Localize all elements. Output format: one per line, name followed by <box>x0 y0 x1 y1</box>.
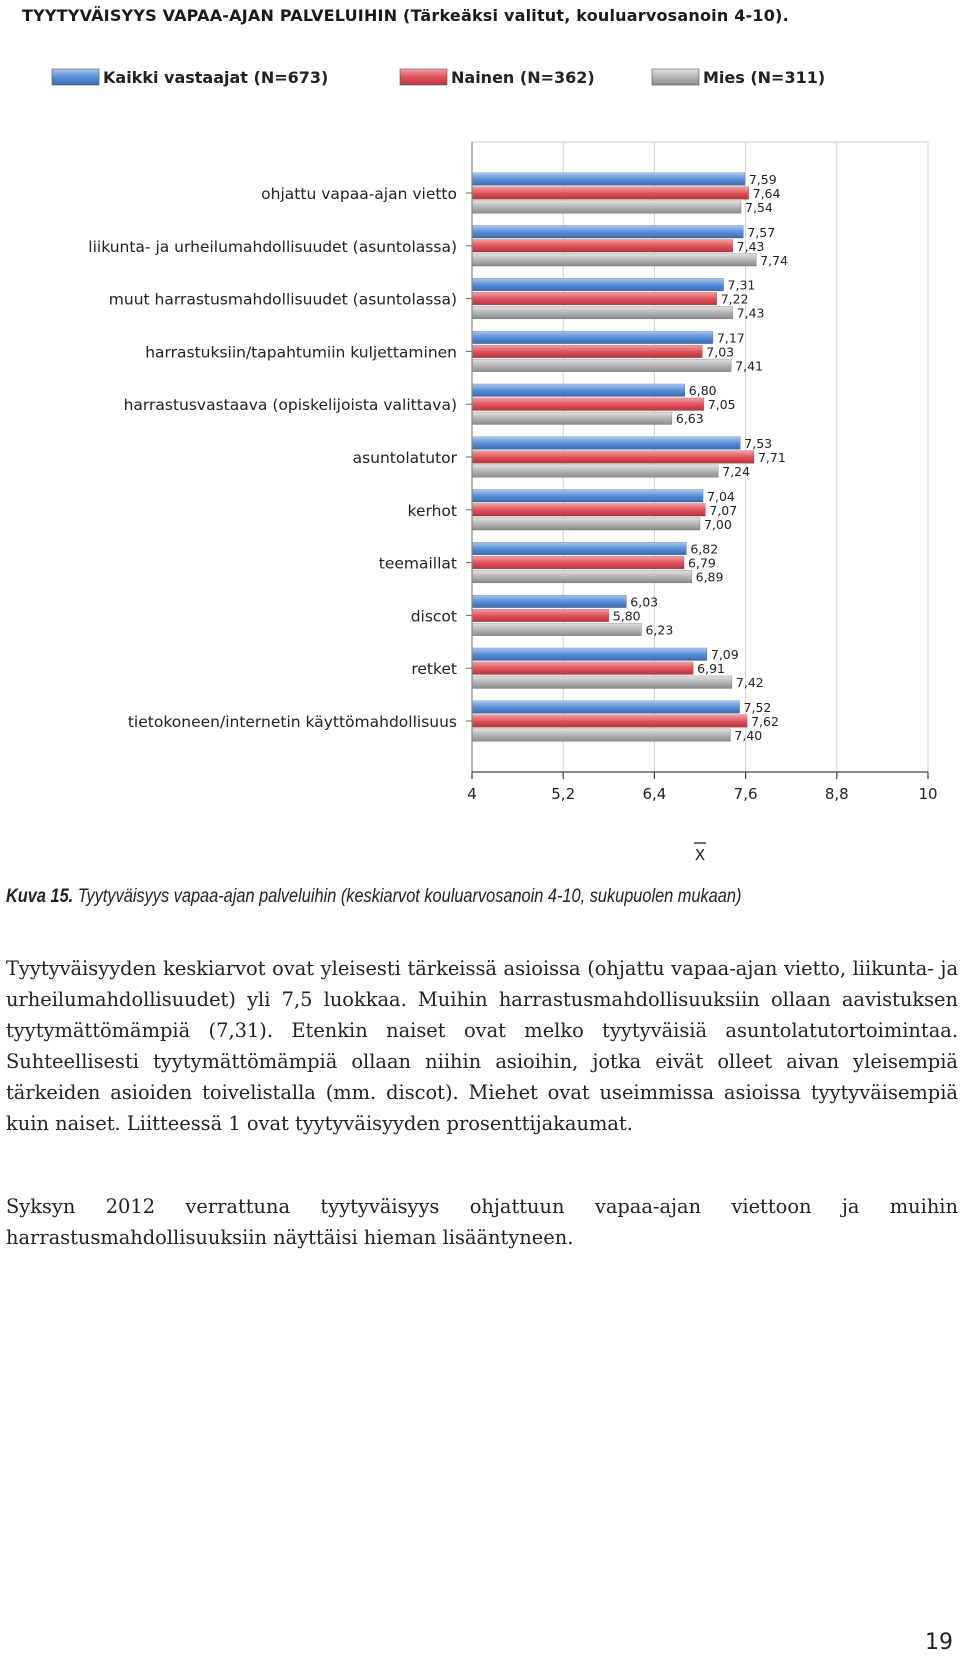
bar <box>472 173 745 186</box>
data-label: 7,62 <box>751 714 779 729</box>
data-label: 7,04 <box>707 488 735 504</box>
bar <box>472 292 717 305</box>
data-label: 7,07 <box>709 502 738 518</box>
bar <box>472 504 705 517</box>
bar <box>472 623 641 636</box>
bar <box>472 609 609 622</box>
x-tick-label: 7,6 <box>733 785 758 803</box>
legend-label: Nainen (N=362) <box>451 68 595 87</box>
x-axis-label: X <box>694 846 706 864</box>
data-label: 7,40 <box>734 728 763 743</box>
bar <box>472 570 692 583</box>
data-label: 6,89 <box>695 569 724 585</box>
data-label: 6,63 <box>675 411 704 427</box>
category-label: asuntolatutor <box>352 449 457 467</box>
bar <box>472 187 749 200</box>
data-label: 7,05 <box>707 397 736 413</box>
bar <box>472 542 686 555</box>
bar <box>472 359 731 372</box>
bar <box>472 518 700 531</box>
category-label: harrastusvastaava (opiskelijoista valittava) <box>123 396 457 415</box>
body-paragraph: Tyytyväisyyden keskiarvot ovat yleisesti tärkeissä asioissa (ohjattu vapaa-ajan vietto, liikunta- ja urheilumahdollisuudet) yli 7,5 luokkaa. Muihin harrastusmahdollisuuksiin ollaan aavistuksen tyytymättömämpiä (7,31). Etenkin naiset ovat melko tyytyväisiä asuntolatutortoimintaa. Suhteellisesti tyytymättömämpiä ollaan niihin asioihin, jotka eivät olleet aivan yleisempiä tärkeiden asioiden toivelistalla (mm. discot). Miehet ovat useimmissa asioissa tyytyväisempiä kuin naiset. Liitteessä 1 ovat tyytyväisyyden prosenttijakaumat. <box>6 957 958 1135</box>
bar <box>472 490 703 503</box>
bar <box>472 662 693 675</box>
data-label: 7,74 <box>760 252 789 268</box>
data-label: 7,09 <box>710 647 739 663</box>
category-label: ohjattu vapaa-ajan vietto <box>261 185 457 203</box>
data-label: 7,43 <box>736 238 765 254</box>
data-label: 7,31 <box>727 277 756 293</box>
bar <box>472 451 754 464</box>
data-label: 7,43 <box>736 305 765 321</box>
legend-label: Kaikki vastaajat (N=673) <box>103 68 329 87</box>
data-label: 7,24 <box>722 464 751 479</box>
data-label: 6,91 <box>697 661 726 677</box>
data-label: 7,57 <box>747 224 776 240</box>
caption-text: Tyytyväisyys vapaa-ajan palveluihin (keskiarvot kouluarvosanoin 4-10, sukupuolen mukaan) <box>77 886 742 907</box>
legend-swatch <box>52 69 99 85</box>
bar <box>472 729 730 742</box>
page-number: 19 <box>925 1630 953 1655</box>
data-label: 7,59 <box>748 172 777 187</box>
figure-caption <box>6 886 741 908</box>
x-tick-label: 10 <box>918 785 938 803</box>
category-label: kerhot <box>407 501 457 520</box>
data-label: 7,54 <box>745 200 773 215</box>
category-label: discot <box>410 607 457 626</box>
bar <box>472 201 741 214</box>
data-label: 6,03 <box>630 594 659 610</box>
category-label: retket <box>411 660 457 679</box>
legend-swatch <box>652 69 699 85</box>
bar <box>472 715 747 728</box>
bar <box>472 648 707 661</box>
data-label: 7,03 <box>706 344 735 360</box>
data-label: 7,71 <box>757 450 786 465</box>
bar <box>472 345 702 358</box>
bar <box>472 331 713 344</box>
legend-label: Mies (N=311) <box>703 68 826 87</box>
bar <box>472 398 704 411</box>
category-label: liikunta- ja urheilumahdollisuudet (asuntolassa) <box>88 237 457 256</box>
legend-swatch <box>400 69 447 85</box>
bar <box>472 595 626 608</box>
bar <box>472 226 743 239</box>
bar <box>472 306 733 319</box>
bar <box>472 437 740 450</box>
data-label: 7,53 <box>744 436 773 451</box>
data-label: 7,52 <box>743 700 772 715</box>
category-label: harrastuksiin/tapahtumiin kuljettaminen <box>145 343 457 362</box>
category-label: muut harrastusmahdollisuudet (asuntolassa) <box>108 290 457 309</box>
bar <box>472 701 740 714</box>
x-tick-label: 4 <box>467 785 477 803</box>
data-label: 7,22 <box>720 291 749 307</box>
body-paragraph: Syksyn 2012 verrattuna tyytyväisyys ohjattuun vapaa-ajan viettoon ja muihin harrastusmahdollisuuksiin näyttäisi hieman lisääntyneen. <box>6 1195 958 1249</box>
data-label: 6,23 <box>645 622 674 638</box>
bar <box>472 278 724 291</box>
data-label: 5,80 <box>612 608 641 624</box>
data-label: 7,00 <box>704 516 732 532</box>
data-label: 7,42 <box>735 675 764 691</box>
data-label: 7,17 <box>716 330 745 346</box>
bar <box>472 254 756 266</box>
bar <box>472 412 672 425</box>
caption-label: Kuva 15. <box>6 886 74 907</box>
x-tick-label: 6,4 <box>642 785 667 803</box>
bar <box>472 384 685 397</box>
category-label: tietokoneen/internetin käyttömahdollisuus <box>127 713 457 731</box>
bar <box>472 556 684 569</box>
chart-legend <box>52 68 825 87</box>
data-label: 7,64 <box>752 186 781 201</box>
data-label: 6,80 <box>688 383 717 399</box>
data-label: 7,41 <box>735 358 764 374</box>
chart-title: TYYTYVÄISYYS VAPAA-AJAN PALVELUIHIN (Tärkeäksi valitut, kouluarvosanoin 4-10). <box>22 6 789 25</box>
x-tick-label: 8,8 <box>824 785 849 803</box>
category-label: teemaillat <box>378 554 457 573</box>
data-label: 6,79 <box>688 555 716 571</box>
data-label: 6,82 <box>690 541 719 557</box>
bar <box>472 240 733 253</box>
bar <box>472 465 718 478</box>
bar <box>472 676 732 689</box>
x-tick-label: 5,2 <box>551 785 576 803</box>
